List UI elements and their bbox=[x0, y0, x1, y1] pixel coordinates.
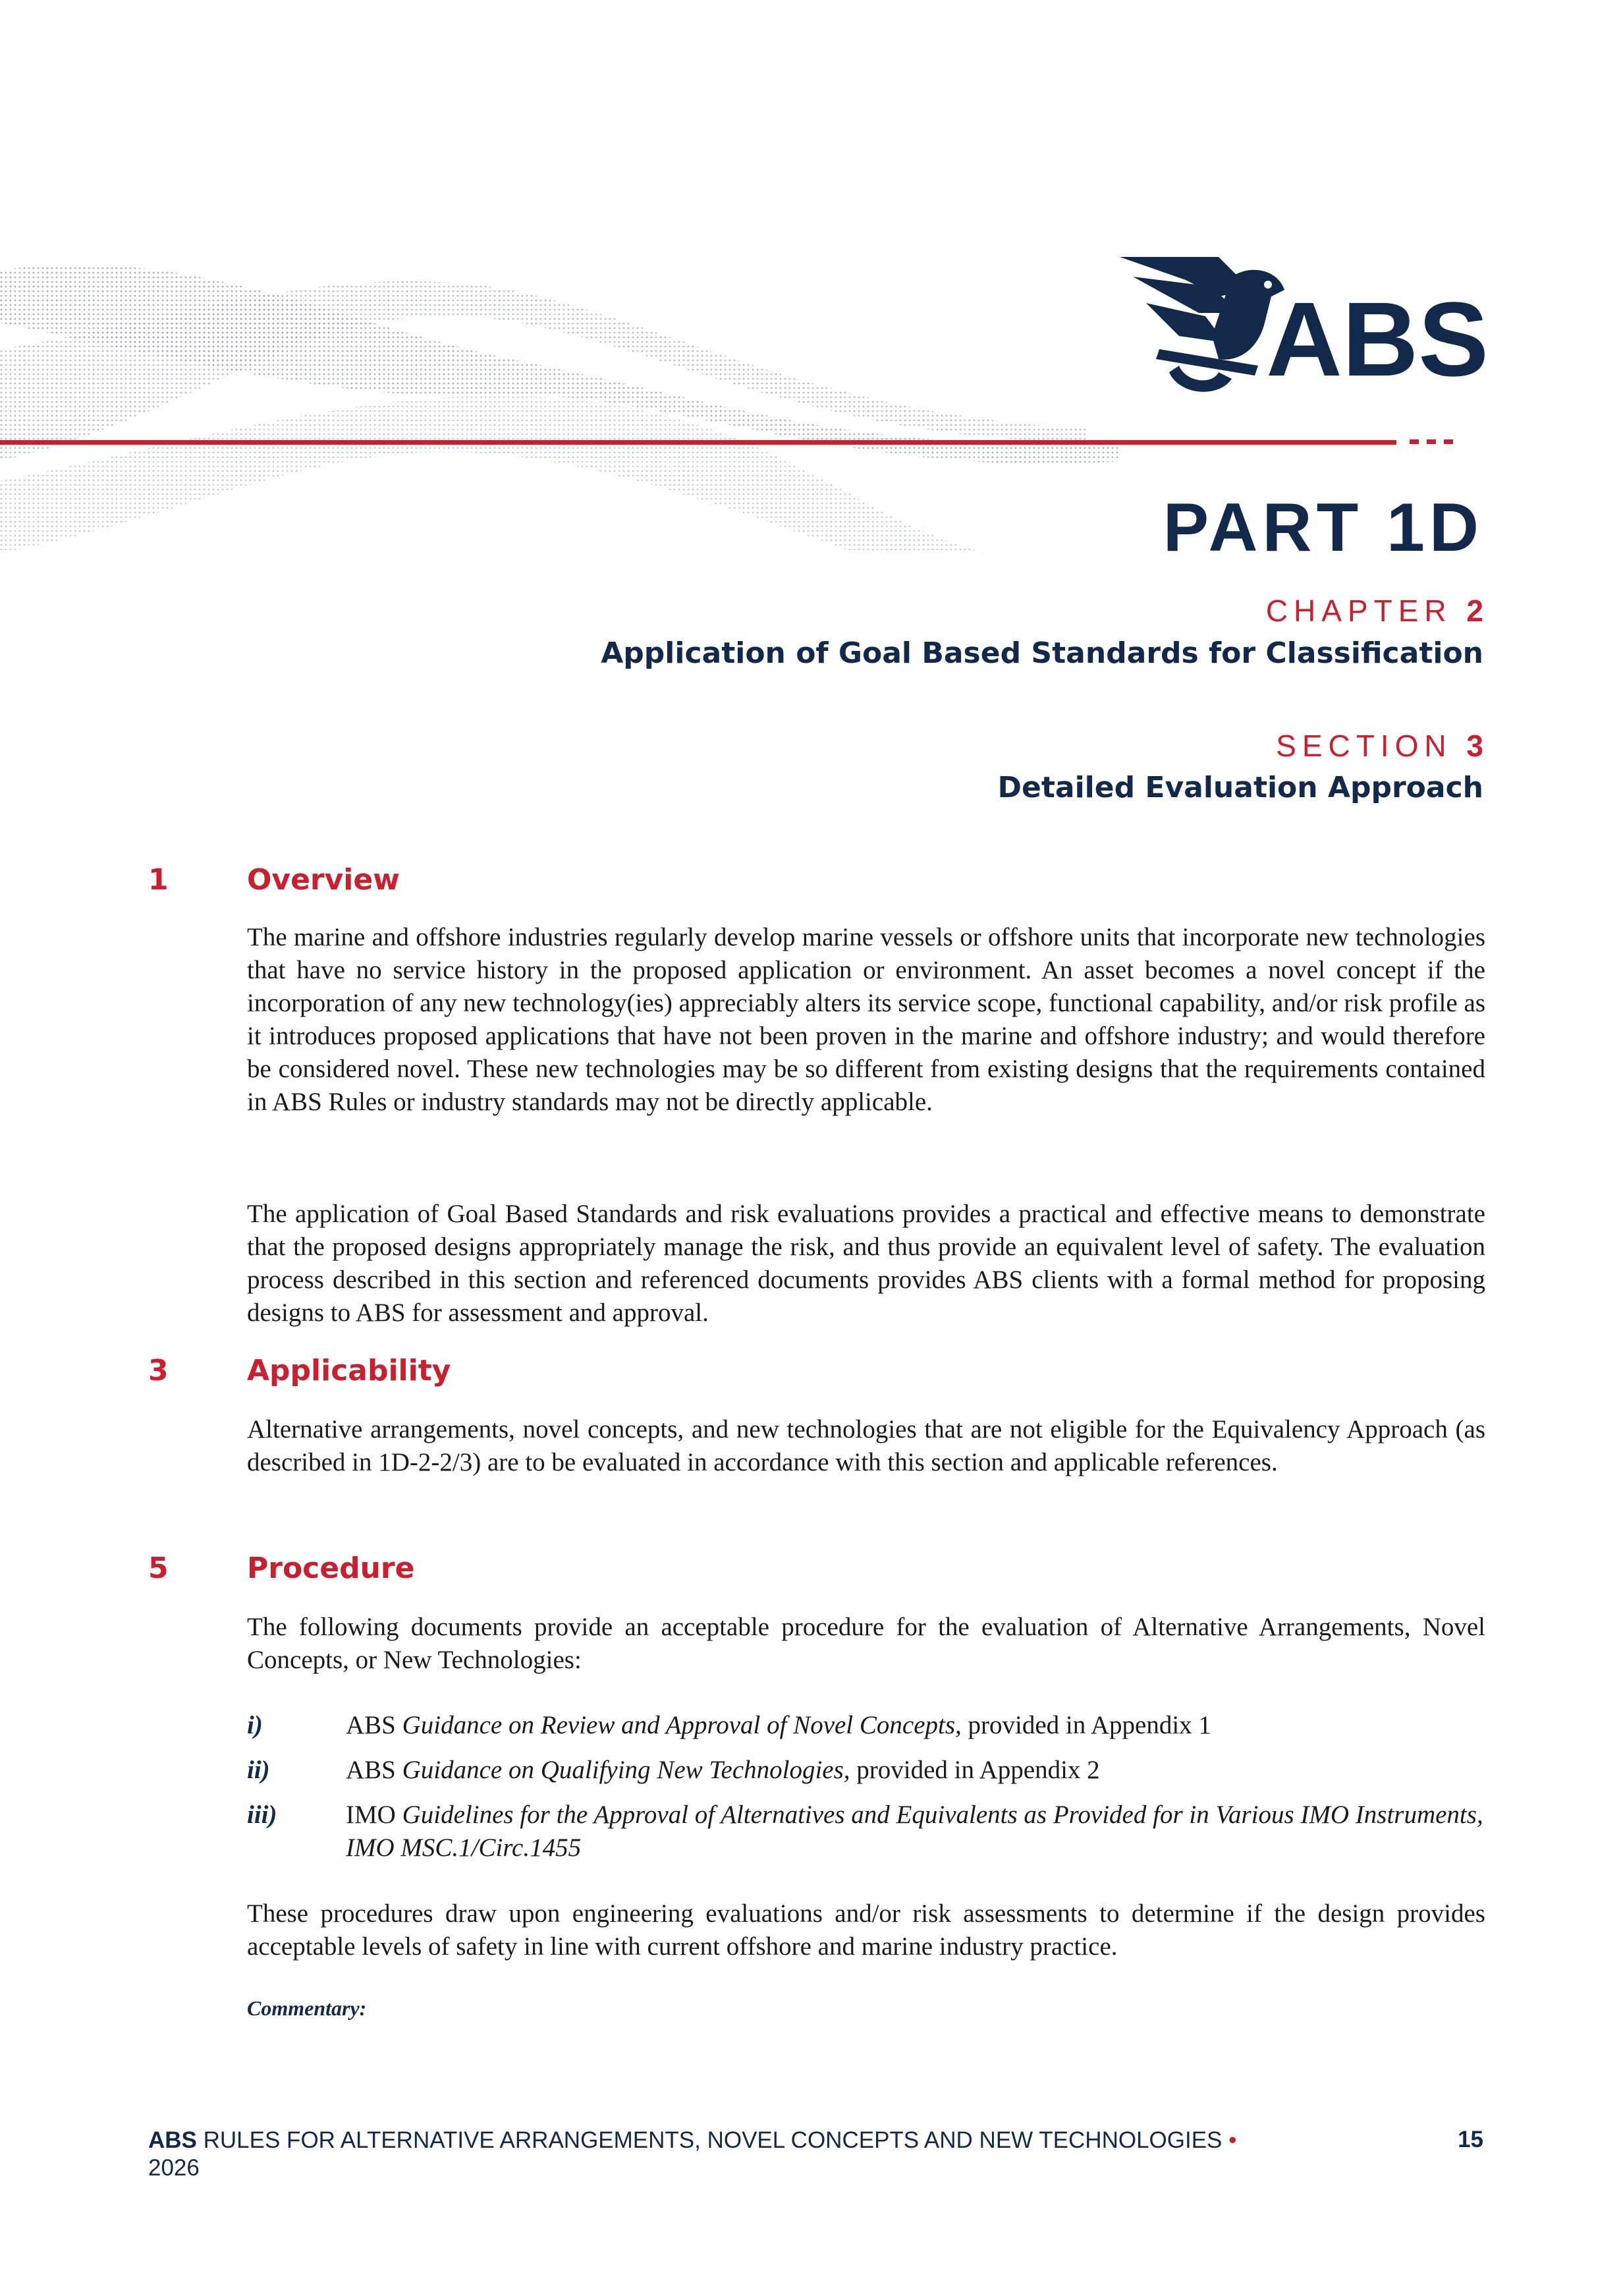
list-item-title: Guidance on Qualifying New Technologies, bbox=[402, 1756, 850, 1784]
chapter-label bbox=[1266, 593, 1483, 629]
list-item-prefix: ABS bbox=[346, 1756, 402, 1784]
part-title: PART 1D bbox=[1163, 490, 1483, 566]
list-item-suffix: provided in Appendix 1 bbox=[961, 1711, 1211, 1739]
chapter-number: 2 bbox=[1466, 594, 1483, 628]
heading-applicability: Applicability bbox=[247, 1354, 451, 1387]
footer-year: 2026 bbox=[148, 2155, 200, 2181]
header-rule bbox=[0, 440, 1396, 445]
paragraph: The following documents provide an acceptable procedure for the evaluation of Alternative Arrangements, Novel Concepts, or New Technologies: bbox=[247, 1613, 1485, 1674]
list-item-suffix: provided in Appendix 2 bbox=[850, 1756, 1100, 1784]
list-item-title: Guidance on Review and Approval of Novel Concepts, bbox=[402, 1711, 962, 1739]
section-number: 3 bbox=[1466, 729, 1483, 763]
footer-running-title bbox=[148, 2127, 1433, 2182]
list-item-prefix: IMO bbox=[346, 1801, 402, 1829]
heading-overview: Overview bbox=[247, 863, 400, 897]
paragraph: The application of Goal Based Standards and risk evaluations provides a practical and effective means to demonstrate that the proposed designs appropriately manage the risk, and thus provide an equivalent level of safety. The evaluation process described in this section and referenced documents provides ABS clients with a formal method for proposing designs to ABS for assessment and approval. bbox=[247, 1200, 1485, 1327]
chapter-title: Application of Goal Based Standards for Classification bbox=[601, 636, 1483, 670]
eagle-icon bbox=[1120, 257, 1284, 392]
list-item-number: i) bbox=[247, 1711, 263, 1739]
heading-number: 5 bbox=[148, 1552, 169, 1585]
dotted-wave-graphic bbox=[0, 244, 1120, 560]
heading-number: 1 bbox=[148, 863, 169, 897]
header-rule-dots bbox=[1410, 435, 1462, 448]
list-item-number: iii) bbox=[247, 1801, 277, 1829]
footer-title: RULES FOR ALTERNATIVE ARRANGEMENTS, NOVEL CONCEPTS AND NEW TECHNOLOGIES bbox=[196, 2127, 1223, 2153]
logo-text: ABS bbox=[1266, 280, 1489, 398]
footer-brand: ABS bbox=[148, 2127, 197, 2153]
list-item bbox=[346, 1709, 1485, 1742]
section-label bbox=[1276, 728, 1483, 764]
page-number: 15 bbox=[1458, 2127, 1483, 2152]
section-title: Detailed Evaluation Approach bbox=[997, 771, 1483, 804]
list-item-prefix: ABS bbox=[346, 1711, 402, 1739]
paragraph: Alternative arrangements, novel concepts, and new technologies that are not eligible for the Equivalency Approach (as described in 1D-2-2/3) are to be evaluated in accordance with this section and applicable references. bbox=[247, 1415, 1485, 1476]
list-item bbox=[346, 1754, 1485, 1787]
commentary-label: Commentary: bbox=[247, 1996, 367, 2020]
section-word: SECTION bbox=[1276, 729, 1452, 763]
list-item-number: ii) bbox=[247, 1756, 270, 1784]
abs-logo bbox=[1120, 250, 1489, 402]
list-item bbox=[346, 1799, 1485, 1864]
chapter-word: CHAPTER bbox=[1265, 594, 1452, 628]
list-item-title: Guidelines for the Approval of Alternatives and Equivalents as Provided for in Various IMO Instruments, IMO MSC.1/Circ.1455 bbox=[346, 1801, 1483, 1862]
paragraph: These procedures draw upon engineering evaluations and/or risk assessments to determine if the design provides acceptable levels of safety in line with current offshore and marine industry practice. bbox=[247, 1899, 1485, 1961]
paragraph: The marine and offshore industries regularly develop marine vessels or offshore units that incorporate new technologies that have no service history in the proposed application or environment. An asset becomes a novel concept if the incorporation of any new technology(ies) appreciably alters its service scope, functional capability, and/or risk profile as it introduces proposed applications that have not been proven in the marine and offshore industry; and would therefore be considered novel. These new technologies may be so different from existing designs that the requirements contained in ABS Rules or industry standards may not be directly applicable. bbox=[247, 923, 1485, 1116]
heading-number: 3 bbox=[148, 1354, 169, 1387]
heading-procedure: Procedure bbox=[247, 1552, 415, 1585]
footer-bullet: • bbox=[1222, 2127, 1237, 2153]
